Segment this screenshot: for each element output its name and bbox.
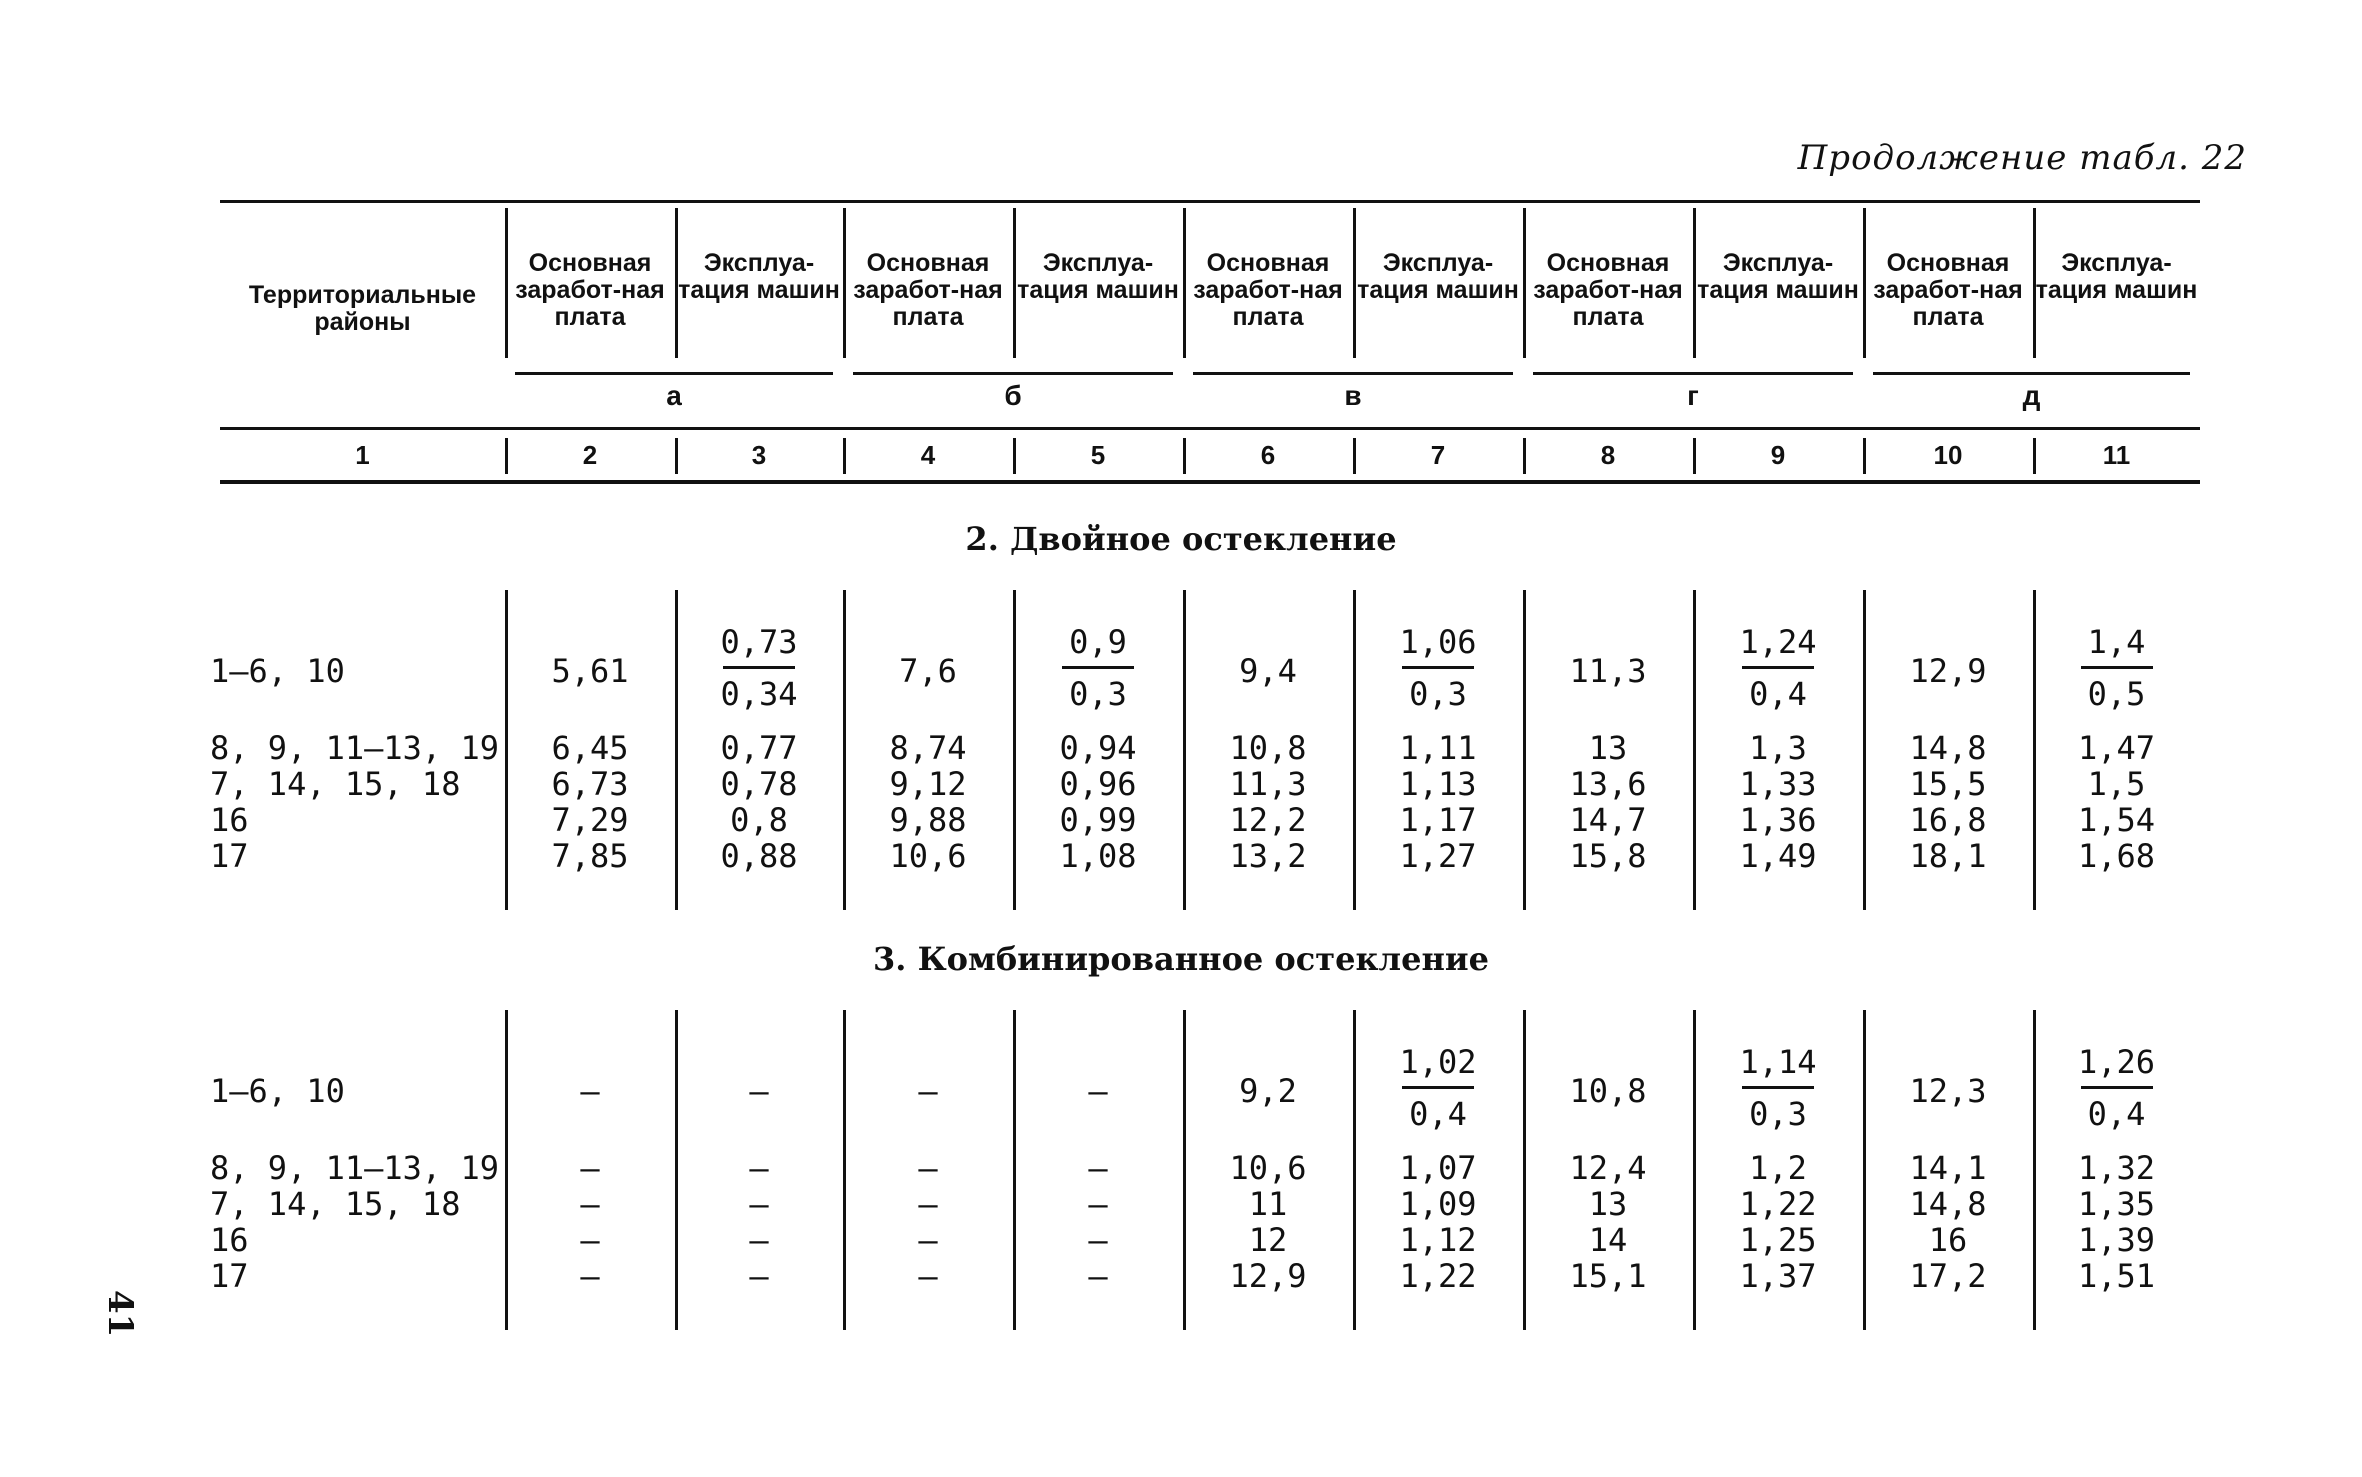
column-number: 7 <box>1430 440 1446 470</box>
table-cell: 10,8 <box>1569 1072 1647 1110</box>
table-cell: — <box>918 1149 938 1187</box>
table-cell: — <box>1088 1221 1108 1259</box>
table-cell: — <box>749 1257 769 1295</box>
table-cell: 0,88 <box>720 837 798 875</box>
fraction-denominator: 0,3 <box>1069 675 1127 713</box>
fraction-numerator: 1,24 <box>1739 623 1817 661</box>
table-cell: 12,2 <box>1229 801 1307 839</box>
region-label: 16 <box>210 1221 249 1259</box>
table-cell: — <box>918 1072 938 1110</box>
table-cell: 1,22 <box>1739 1185 1817 1223</box>
group-letter: г <box>1687 380 1699 411</box>
table-cell: 1,09 <box>1399 1185 1477 1223</box>
header-top-rule <box>220 200 2200 203</box>
column-number: 10 <box>1933 440 1963 470</box>
table-cell: — <box>749 1149 769 1187</box>
table-cell: 15,8 <box>1569 837 1647 875</box>
table-cell: 1,5 <box>2087 765 2146 803</box>
table-cell: 11,3 <box>1569 652 1647 690</box>
fraction-denominator: 0,5 <box>2087 675 2146 713</box>
group-rule <box>853 372 1173 375</box>
header-rule <box>220 427 2200 430</box>
table-cell: 0,77 <box>720 729 798 767</box>
group-letter: в <box>1344 380 1362 411</box>
table-cell: 0,78 <box>720 765 798 803</box>
table-cell: 13,2 <box>1229 837 1307 875</box>
table-cell: 1,36 <box>1739 801 1817 839</box>
region-header: Территориальные районы <box>248 281 477 336</box>
table-cell: 0,96 <box>1059 765 1137 803</box>
fraction-numerator: 1,4 <box>2087 623 2146 661</box>
table-cell: 1,11 <box>1399 729 1477 767</box>
column-header: Основная заработ-ная плата <box>853 249 1003 331</box>
column-number: 4 <box>920 440 936 470</box>
table-cell: — <box>580 1221 600 1259</box>
column-header: Основная заработ-ная плата <box>1873 249 2023 331</box>
region-label: 8, 9, 11—13, 19 <box>210 729 499 767</box>
table-cell: — <box>580 1185 600 1223</box>
table-cell: 15,5 <box>1909 765 1987 803</box>
table-cell: 9,2 <box>1239 1072 1297 1110</box>
table-cell: — <box>580 1257 600 1295</box>
fraction-numerator: 1,02 <box>1399 1043 1477 1081</box>
table-cell: 1,08 <box>1059 837 1137 875</box>
table-cell: 12,9 <box>1229 1257 1307 1295</box>
fraction-numerator: 1,14 <box>1739 1043 1817 1081</box>
column-header: Эксплуа-тация машин <box>678 249 840 304</box>
table-cell: — <box>1088 1149 1108 1187</box>
table-cell: 10,6 <box>1229 1149 1307 1187</box>
table-cell: 12,3 <box>1909 1072 1987 1110</box>
fraction-denominator: 0,4 <box>1409 1095 1467 1133</box>
table-cell: 10,6 <box>889 837 967 875</box>
region-label: 16 <box>210 801 249 839</box>
fraction-denominator: 0,4 <box>2087 1095 2146 1133</box>
table-cell: — <box>580 1149 600 1187</box>
table-cell: 1,27 <box>1399 837 1477 875</box>
fraction-denominator: 0,34 <box>720 675 798 713</box>
table-cell: 18,1 <box>1909 837 1987 875</box>
table-cell: 1,25 <box>1739 1221 1817 1259</box>
section-title: 2. Двойное остекление <box>965 520 1397 558</box>
column-header: Основная заработ-ная плата <box>1533 249 1683 331</box>
group-rule <box>1193 372 1513 375</box>
region-label: 7, 14, 15, 18 <box>210 1185 461 1223</box>
table-cell: 0,99 <box>1059 801 1137 839</box>
group-letter: д <box>2022 380 2041 411</box>
table-cell: 14,8 <box>1909 729 1987 767</box>
column-header: Основная заработ-ная плата <box>515 249 665 331</box>
table-cell: 1,22 <box>1399 1257 1477 1295</box>
fraction-numerator: 1,26 <box>2077 1043 2156 1081</box>
table-cell: 1,39 <box>2077 1221 2156 1259</box>
table-cell: 14,8 <box>1909 1185 1987 1223</box>
table-cell: 16 <box>1928 1221 1968 1259</box>
table-cell: — <box>749 1185 769 1223</box>
table-cell: 8,74 <box>889 729 967 767</box>
table-cell: 1,37 <box>1739 1257 1817 1295</box>
table-cell: — <box>1088 1257 1108 1295</box>
region-label: 7, 14, 15, 18 <box>210 765 461 803</box>
table-cell: 1,35 <box>2077 1185 2156 1223</box>
table-cell: 1,32 <box>2077 1149 2156 1187</box>
table-cell: 11 <box>1248 1185 1288 1223</box>
table-cell: 17,2 <box>1909 1257 1987 1295</box>
column-header: Эксплуа-тация машин <box>1697 249 1859 304</box>
table-cell: 7,6 <box>899 652 957 690</box>
fraction-bar <box>1742 1086 1814 1089</box>
table-cell: — <box>1088 1072 1108 1110</box>
table-cell: 1,47 <box>2077 729 2156 767</box>
table-cell: 1,51 <box>2077 1257 2156 1295</box>
section-title: 3. Комбинированное остекление <box>873 940 1489 978</box>
table-cell: 1,3 <box>1749 729 1807 767</box>
table-cell: 7,85 <box>551 837 629 875</box>
table-cell: 1,54 <box>2077 801 2156 839</box>
fraction-bar <box>1742 666 1814 669</box>
fraction-denominator: 0,4 <box>1749 675 1807 713</box>
table-cell: 6,73 <box>551 765 629 803</box>
table-cell: 14 <box>1588 1221 1628 1259</box>
table-cell: 1,17 <box>1399 801 1477 839</box>
fraction-numerator: 0,9 <box>1069 623 1127 661</box>
column-number: 1 <box>355 440 370 470</box>
region-label: 17 <box>210 1257 249 1295</box>
group-letter: б <box>1004 380 1022 411</box>
table-cell: 1,68 <box>2077 837 2156 875</box>
fraction-bar <box>2081 666 2153 669</box>
table-cell: 13 <box>1588 729 1628 767</box>
table-cell: — <box>580 1072 600 1110</box>
table-cell: 0,94 <box>1059 729 1137 767</box>
table-cell: 9,12 <box>889 765 967 803</box>
table-cell: 16,8 <box>1909 801 1987 839</box>
table-cell: 6,45 <box>551 729 629 767</box>
table-cell: 9,4 <box>1239 652 1297 690</box>
table-cell: 1,12 <box>1399 1221 1477 1259</box>
group-rule <box>1533 372 1853 375</box>
column-number: 5 <box>1090 440 1106 470</box>
table-cell: 5,61 <box>551 652 629 690</box>
fraction-bar <box>1402 1086 1474 1089</box>
header-bottom-rule <box>220 480 2200 484</box>
table-cell: — <box>918 1221 938 1259</box>
fraction-numerator: 0,73 <box>720 623 798 661</box>
column-number: 8 <box>1600 440 1616 470</box>
page-number: 41 <box>100 1290 140 1338</box>
fraction-bar <box>1402 666 1474 669</box>
table-cell: 13 <box>1588 1185 1628 1223</box>
fraction-bar <box>2081 1086 2153 1089</box>
region-label: 1—6, 10 <box>210 1072 345 1110</box>
fraction-bar <box>1062 666 1134 669</box>
table-cell: 14,7 <box>1569 801 1647 839</box>
fraction-denominator: 0,3 <box>1749 1095 1807 1133</box>
table-cell: 1,07 <box>1399 1149 1477 1187</box>
table-cell: 12 <box>1248 1221 1288 1259</box>
group-letter: а <box>666 380 682 411</box>
column-header: Эксплуа-тация машин <box>1017 249 1179 304</box>
table-cell: 11,3 <box>1229 765 1307 803</box>
table-cell: — <box>918 1257 938 1295</box>
region-label: 8, 9, 11—13, 19 <box>210 1149 499 1187</box>
fraction-numerator: 1,06 <box>1399 623 1477 661</box>
group-rule <box>515 372 833 375</box>
table-cell: 9,88 <box>889 801 967 839</box>
table-cell: 1,33 <box>1739 765 1817 803</box>
table-cell: 10,8 <box>1229 729 1307 767</box>
table-cell: 0,8 <box>730 801 788 839</box>
table-cell: 1,49 <box>1739 837 1817 875</box>
region-label: 1—6, 10 <box>210 652 345 690</box>
column-number: 2 <box>582 440 598 470</box>
group-rule <box>1873 372 2190 375</box>
fraction-bar <box>723 666 795 669</box>
table-cell: 1,2 <box>1749 1149 1807 1187</box>
table-cell: 12,9 <box>1909 652 1987 690</box>
table-cell: 15,1 <box>1569 1257 1647 1295</box>
table-cell: 13,6 <box>1569 765 1647 803</box>
table-cell: — <box>918 1185 938 1223</box>
column-header: Основная заработ-ная плата <box>1193 249 1343 331</box>
column-number: 11 <box>2102 440 2131 470</box>
region-label: 17 <box>210 837 249 875</box>
table-cell: — <box>1088 1185 1108 1223</box>
table-cell: — <box>749 1072 769 1110</box>
column-number: 9 <box>1770 440 1786 470</box>
column-number: 3 <box>751 440 767 470</box>
table-cell: 12,4 <box>1569 1149 1647 1187</box>
table-cell: 1,13 <box>1399 765 1477 803</box>
table-cell: — <box>749 1221 769 1259</box>
table-cell: 14,1 <box>1909 1149 1987 1187</box>
column-header: Эксплуа-тация машин <box>1357 249 1519 304</box>
table-caption: Продолжение табл. 22 <box>1797 138 2247 178</box>
column-header: Эксплуа-тация машин <box>2035 249 2198 304</box>
table-cell: 7,29 <box>551 801 629 839</box>
fraction-denominator: 0,3 <box>1409 675 1467 713</box>
column-number: 6 <box>1260 440 1276 470</box>
